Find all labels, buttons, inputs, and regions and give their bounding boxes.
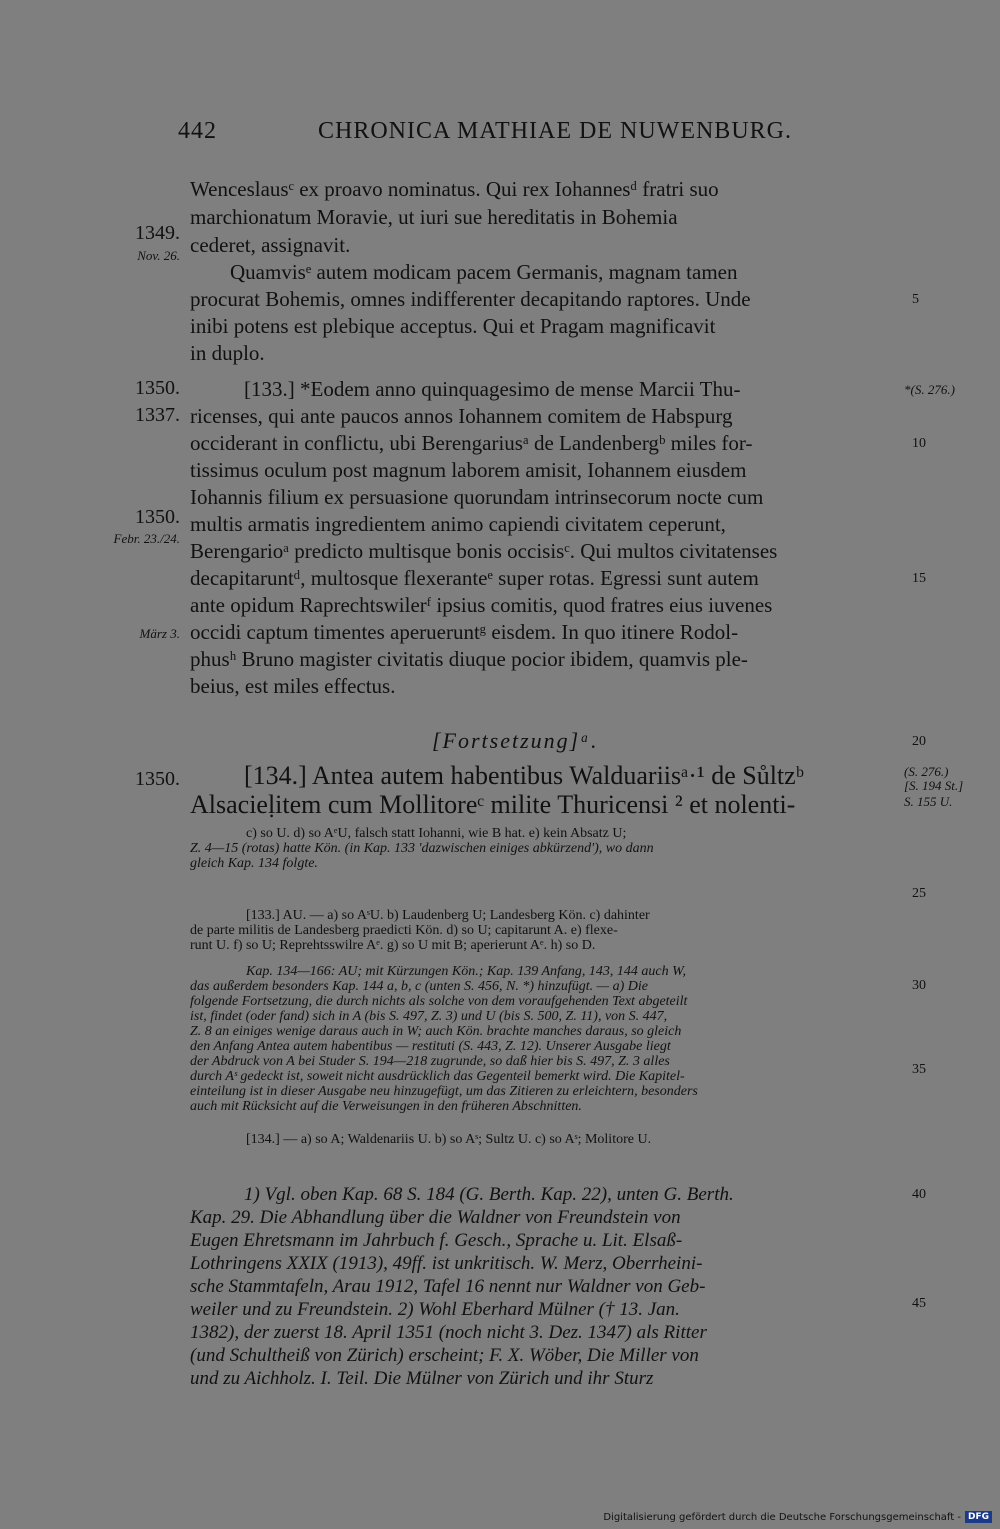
note-line: 1382), der zuerst 18. April 1351 (noch nicht 3. Dez. 1347) als Ritter (190, 1322, 707, 1343)
page-reference: [S. 194 St.] (904, 778, 964, 793)
footnote-line: runt U. f) so U; Reprehtsswilre Aᵉ. g) so U mit B; aperierunt Aᵉ. h) so D. (190, 938, 596, 953)
footnote-line: [134.] — a) so A; Waldenariis U. b) so Aˢ; Sultz U. c) so Aˢ; Molitore U. (246, 1132, 652, 1147)
text-line: marchionatum Moravie, ut iuri sue hereditatis in Bohemia (190, 205, 678, 229)
line-number: 30 (912, 978, 926, 993)
text-line: ricenses, qui ante paucos annos Iohannem comitem de Habspurg (190, 404, 733, 428)
footnote-line: [133.] AU. — a) so AˢU. b) Laudenberg U; Landesberg Kön. c) dahinter (246, 908, 650, 923)
footnote-line: den Anfang Antea autem habentibus — restituti (S. 443, Z. 12). Unserer Ausgabe liegt (190, 1039, 671, 1054)
margin-date: März 3. (139, 626, 180, 641)
note-line: Lothringens XXIX (1913), 49ff. ist unkritisch. W. Merz, Oberrheini- (190, 1253, 703, 1274)
note-line: 1) Vgl. oben Kap. 68 S. 184 (G. Berth. Kap. 22), unten G. Berth. (244, 1184, 734, 1205)
text-line: tissimus oculum post magnum laborem amisit, Iohannem eiusdem (190, 458, 747, 482)
text-line: in duplo. (190, 341, 265, 365)
footnote-line: durch Aˢ gedeckt ist, soweit nicht ausdrücklich das Gegenteil bemerkt wird. Die Kapitel- (190, 1069, 685, 1084)
note-line: (und Schultheiß von Zürich) erscheint; F. X. Wöber, Die Miller von (190, 1345, 699, 1366)
text-line-large: [134.] Antea autem habentibus Walduariisᵃ·¹ de Sůltzᵇ (244, 761, 804, 790)
page-number: 442 (178, 118, 217, 144)
line-number: 20 (912, 734, 926, 749)
line-number: 25 (912, 886, 926, 901)
footnote-line: der Abdruck von A bei Studer S. 194—218 zugrunde, so daß hier bis S. 497, Z. 3 alles (190, 1054, 670, 1069)
margin-year: 1337. (135, 404, 180, 426)
text-line: phusʰ Bruno magister civitatis diuque pocior ibidem, quamvis ple- (190, 647, 748, 671)
dfg-logo: DFG (965, 1511, 992, 1523)
text-line: procurat Bohemis, omnes indifferenter decapitando raptores. Unde (190, 287, 751, 311)
text-line: cederet, assignavit. (190, 233, 351, 257)
page-reference: *(S. 276.) (904, 382, 955, 397)
text-line: [133.] *Eodem anno quinquagesimo de mense Marcii Thu- (244, 377, 741, 401)
footnote-line: ist, findet (oder fand) sich in A (bis S. 497, Z. 3) und U (bis S. 500, Z. 11), von S. 447, (190, 1009, 668, 1024)
digitization-credit (603, 1511, 992, 1523)
note-line: Eugen Ehretsmann im Jahrbuch f. Gesch., Sprache u. Lit. Elsaß- (190, 1230, 683, 1251)
line-number: 15 (912, 571, 926, 586)
footnote-line: auch mit Rücksicht auf die Verweisungen in den früheren Abschnitten. (190, 1099, 582, 1114)
note-line: Kap. 29. Die Abhandlung über die Waldner von Freundstein von (190, 1207, 681, 1228)
footnote-line: das außerdem besonders Kap. 144 a, b, c (unten S. 456, N. *) hinzufügt. — a) Die (190, 979, 648, 994)
margin-date: Febr. 23./24. (113, 531, 180, 546)
note-line: sche Stammtafeln, Arau 1912, Tafel 16 nennt nur Waldner von Geb- (190, 1276, 706, 1297)
footnote-line: de parte militis de Landesberg praedicti Kön. d) so U; capitarunt A. e) flexe- (190, 923, 618, 938)
text-line: Iohannis filium ex persuasione quorundam intrinsecorum nocte cum (190, 485, 764, 509)
text-line: Berengarioᵃ predicto multisque bonis occisisᶜ. Qui multos civitatenses (190, 539, 778, 563)
text-line: multis armatis ingredientem animo capiendi civitatem ceperunt, (190, 512, 726, 536)
margin-date: Nov. 26. (137, 248, 180, 263)
note-line: und zu Aichholz. I. Teil. Die Mülner von Zürich und ihr Sturz (190, 1368, 654, 1389)
margin-year: 1350. (135, 506, 180, 528)
footnote-line: folgende Fortsetzung, die durch nichts als solche von dem voraufgehenden Text abgeteilt (190, 994, 688, 1009)
running-title: CHRONICA MATHIAE DE NUWENBURG. (318, 118, 792, 144)
text-line: ante opidum Raprechtswilerᶠ ipsius comitis, quod fratres eius iuvenes (190, 593, 773, 617)
text-line: Quamvisᵉ autem modicam pacem Germanis, magnam tamen (230, 260, 738, 284)
text-line: decapitaruntᵈ, multosque flexeranteᵉ super rotas. Egressi sunt autem (190, 566, 759, 590)
margin-year: 1350. (135, 768, 180, 790)
line-number: 45 (912, 1296, 926, 1311)
line-number: 10 (912, 436, 926, 451)
page-reference: S. 155 U. (904, 794, 953, 809)
credit-text: Digitalisierung gefördert durch die Deutsche Forschungsgemeinschaft - (603, 1511, 961, 1523)
text-line: beius, est miles effectus. (190, 674, 396, 698)
text-line: inibi potens est plebique acceptus. Qui et Pragam magnificavit (190, 314, 716, 338)
text-line: occiderant in conflictu, ubi Berengariusᵃ de Landenbergᵇ miles for- (190, 431, 753, 455)
margin-year: 1350. (135, 377, 180, 399)
text-line: occidi captum timentes aperueruntᵍ eisdem. In quo itinere Rodol- (190, 620, 739, 644)
page-reference: (S. 276.) (904, 764, 949, 779)
footnote-line: Kap. 134—166: AU; mit Kürzungen Kön.; Kap. 139 Anfang, 143, 144 auch W, (246, 964, 686, 979)
footnote-line: gleich Kap. 134 folgte. (190, 856, 318, 871)
footnote-line: Z. 8 an einiges wenige daraus auch in W; auch Kön. brachte manches daraus, so gleich (190, 1024, 682, 1039)
line-number: 5 (912, 292, 919, 307)
note-line: weiler und zu Freundstein. 2) Wohl Eberhard Mülner († 13. Jan. (190, 1299, 680, 1320)
line-number: 35 (912, 1062, 926, 1077)
footnote-line: Z. 4—15 (rotas) hatte Kön. (in Kap. 133 'dazwischen einiges abkürzend'), wo dann (190, 841, 654, 856)
footnote-line: einteilung ist in dieser Ausgabe neu hinzugefügt, um das Zitieren zu erleichtern, besonders (190, 1084, 698, 1099)
footnote-line: c) so U. d) so AᵉU, falsch statt Iohanni, wie B hat. e) kein Absatz U; (246, 826, 627, 841)
text-line-large: Alsacieḷitem cum Mollitoreᶜ milite Thuricensi ² et nolenti- (190, 790, 796, 819)
section-heading: [Fortsetzung]ᵃ. (432, 728, 599, 753)
margin-year: 1349. (135, 222, 180, 244)
line-number: 40 (912, 1187, 926, 1202)
text-line: Wenceslausᶜ ex proavo nominatus. Qui rex Iohannesᵈ fratri suo (190, 177, 719, 201)
